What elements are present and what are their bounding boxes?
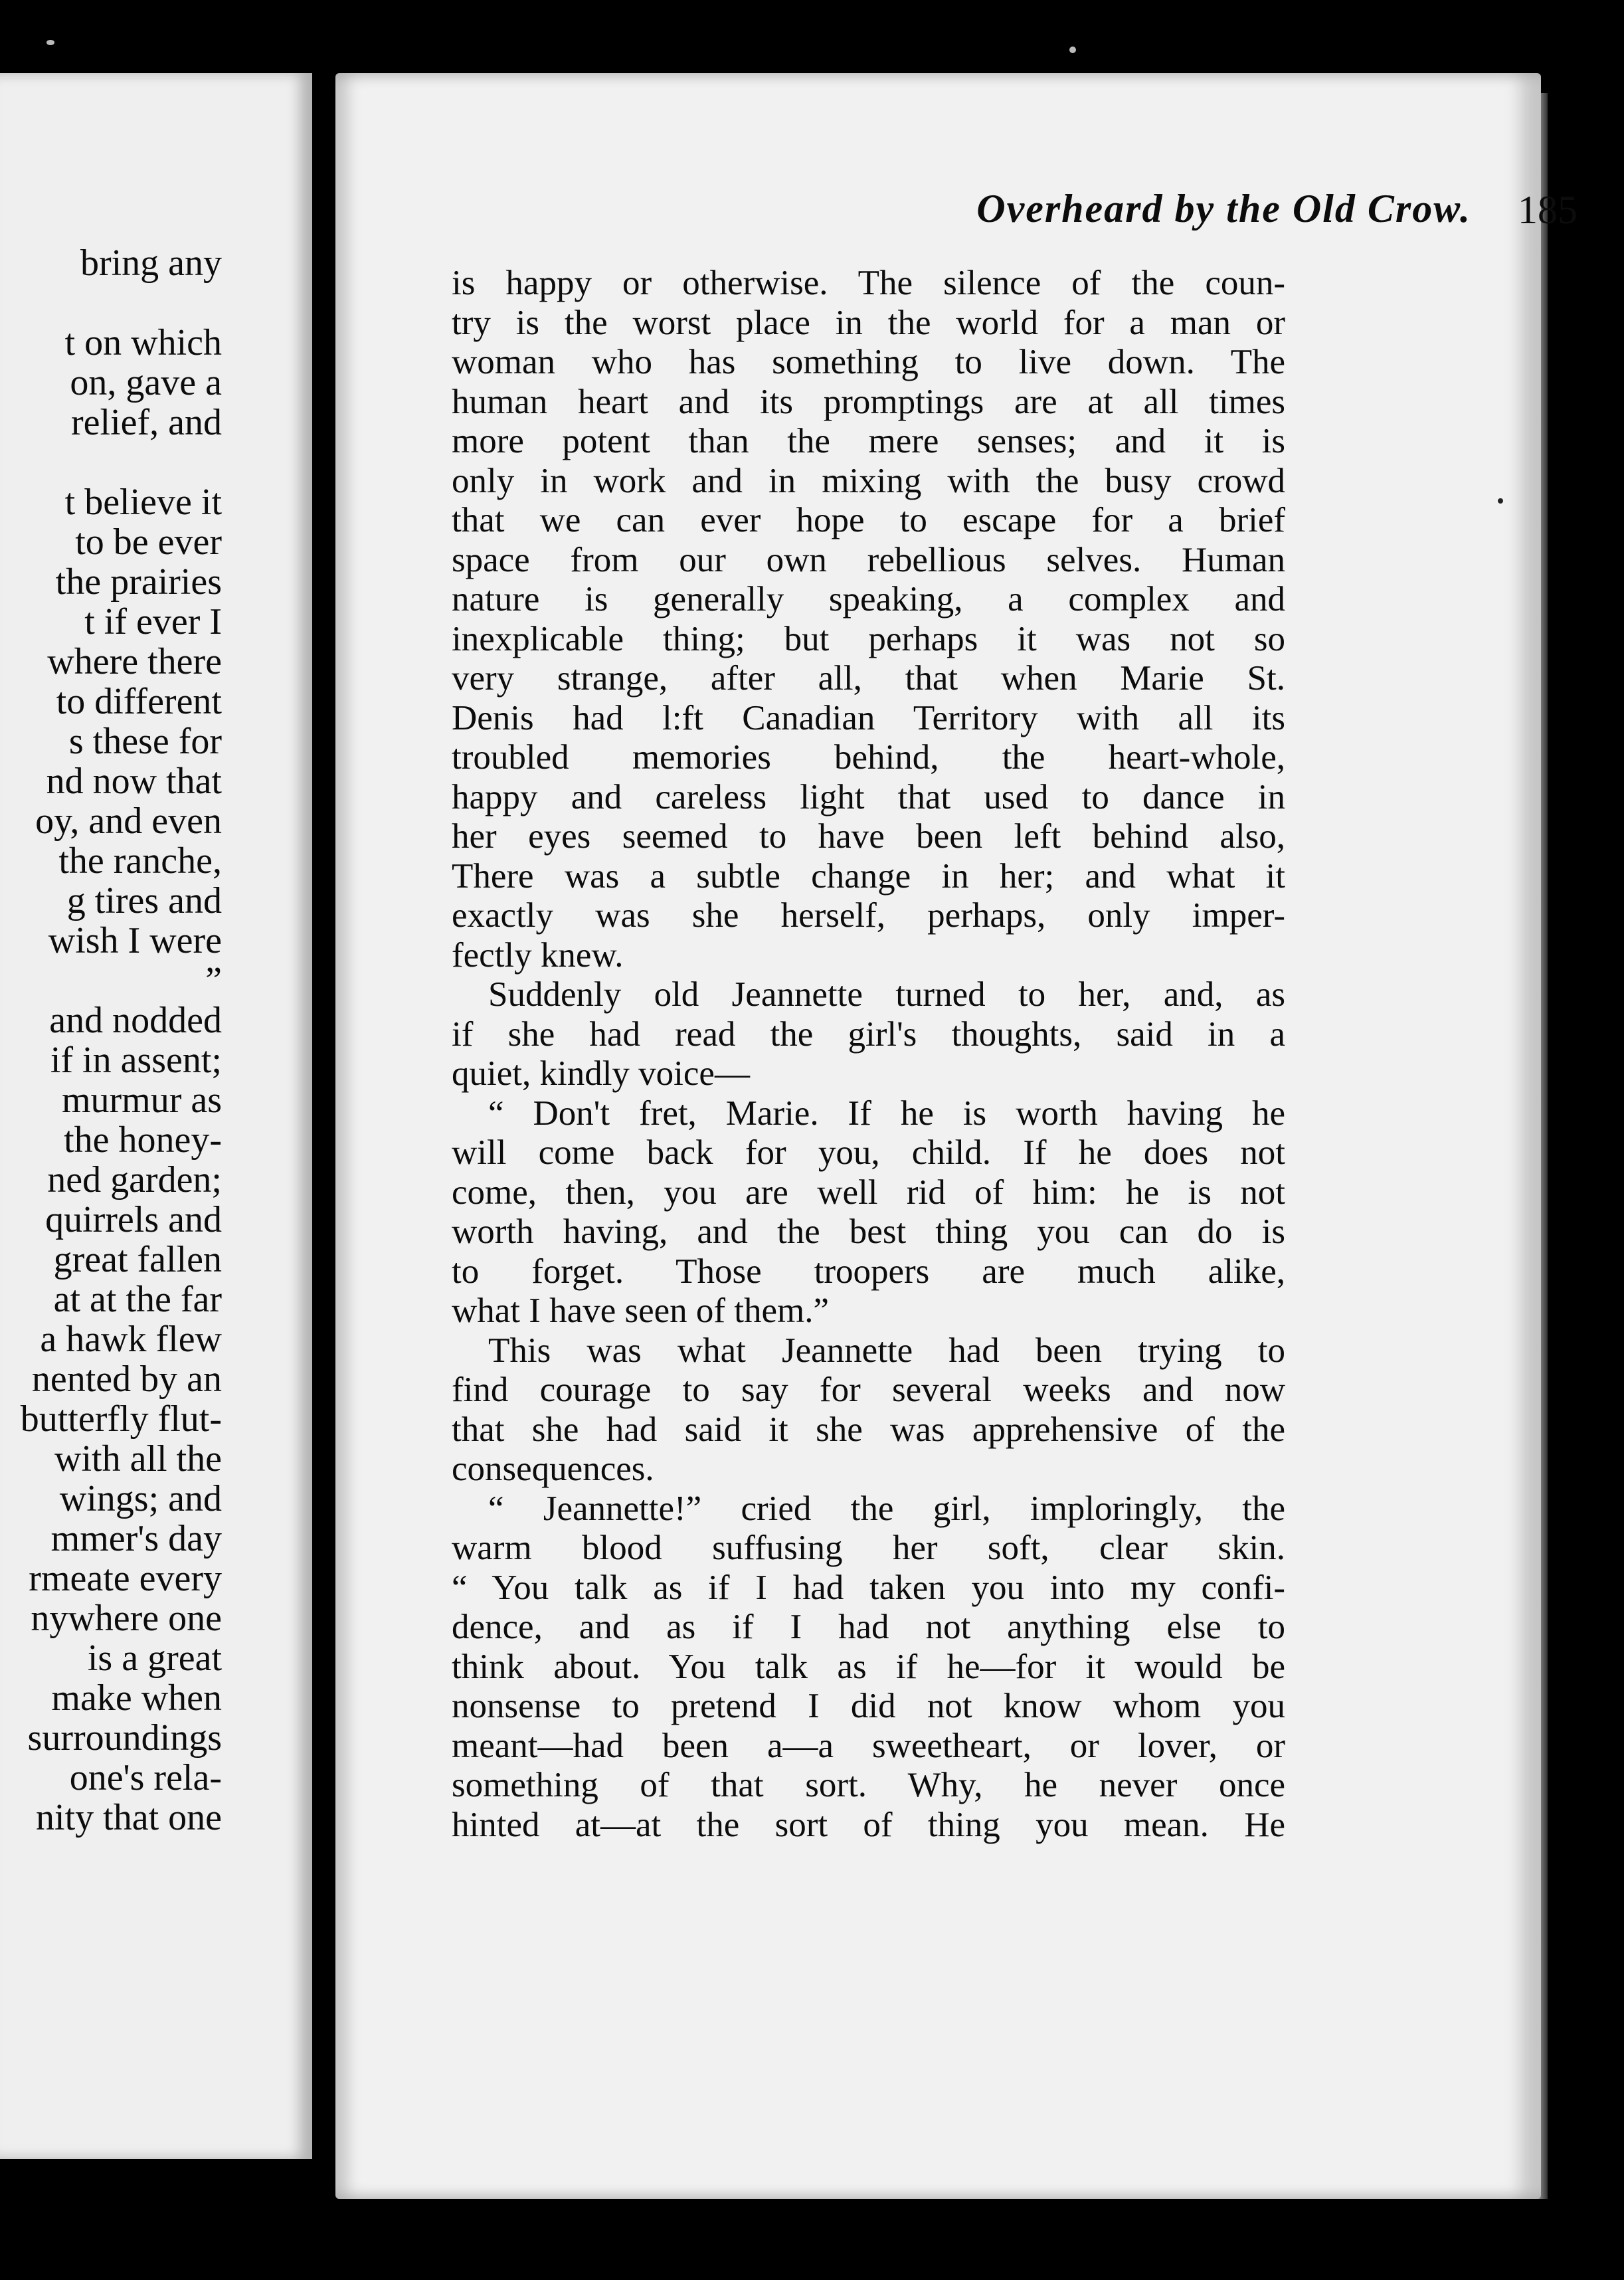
left-page-line: nented by an bbox=[31, 1359, 222, 1400]
left-page-line: rmeate every bbox=[29, 1558, 222, 1599]
text-line: Suddenly old Jeannette turned to her, and, as bbox=[488, 975, 1285, 1014]
text-line: troubled memories behind, the heart-whole, bbox=[452, 738, 1285, 777]
left-page-line: and nodded bbox=[49, 1000, 222, 1041]
left-page-line: where there bbox=[47, 641, 222, 682]
text-line: “ Jeannette!” cried the girl, imploringly, the bbox=[488, 1489, 1285, 1528]
text-line: “ Don't fret, Marie. If he is worth having he bbox=[488, 1093, 1285, 1133]
text-line: something of that sort. Why, he never once bbox=[452, 1766, 1285, 1804]
text-line: hinted at—at the sort of thing you mean. He bbox=[452, 1805, 1285, 1844]
text-line: human heart and its promptings are at all times bbox=[452, 382, 1285, 421]
text-line: warm blood suffusing her soft, clear skin. bbox=[452, 1529, 1285, 1567]
left-page-line: murmur as bbox=[61, 1080, 222, 1121]
text-line: woman who has something to live down. The bbox=[452, 343, 1285, 381]
left-page-line: ” bbox=[205, 960, 222, 1001]
left-page-line: nywhere one bbox=[31, 1598, 222, 1639]
scan-speck bbox=[1069, 47, 1076, 53]
text-line: nonsense to pretend I did not know whom you bbox=[452, 1687, 1285, 1725]
left-page-line: great fallen bbox=[53, 1239, 222, 1280]
left-page-line: to different bbox=[56, 681, 222, 722]
left-page-line: t believe it bbox=[64, 482, 222, 523]
text-line: inexplicable thing; but perhaps it was not so bbox=[452, 619, 1285, 658]
left-page-line: quirrels and bbox=[45, 1199, 222, 1240]
left-page-line: mmer's day bbox=[50, 1518, 222, 1559]
left-page-line: if in assent; bbox=[50, 1040, 222, 1081]
text-line: There was a subtle change in her; and what it bbox=[452, 856, 1285, 896]
left-page-line: nd now that bbox=[46, 761, 222, 802]
left-page-line: with all the bbox=[54, 1438, 222, 1479]
text-line: “ You talk as if I had taken you into my confi- bbox=[452, 1568, 1285, 1607]
left-page-line: ned garden; bbox=[47, 1159, 222, 1200]
body-text bbox=[452, 264, 1285, 1845]
left-page-text bbox=[0, 243, 222, 1838]
left-page-line: bring any bbox=[80, 242, 222, 284]
text-line: fectly knew. bbox=[452, 935, 624, 975]
text-line: what I have seen of them.” bbox=[452, 1291, 830, 1330]
left-page-line: on, gave a bbox=[70, 362, 222, 403]
left-page-line: one's rela- bbox=[69, 1757, 222, 1798]
text-line: space from our own rebellious selves. Human bbox=[452, 540, 1285, 579]
text-line: more potent than the mere senses; and it is bbox=[452, 422, 1285, 460]
text-line: will come back for you, child. If he does not bbox=[452, 1133, 1285, 1172]
scan-speck bbox=[46, 40, 54, 45]
text-line: think about. You talk as if he—for it would be bbox=[452, 1647, 1285, 1686]
running-title: Overheard by the Old Crow. bbox=[976, 187, 1471, 231]
left-page-line: a hawk flew bbox=[40, 1319, 222, 1360]
text-line: come, then, you are well rid of him: he is not bbox=[452, 1173, 1285, 1212]
left-page-line: nity that one bbox=[36, 1797, 222, 1838]
text-line: exactly was she herself, perhaps, only imper- bbox=[452, 896, 1285, 935]
text-line: find courage to say for several weeks and now bbox=[452, 1371, 1285, 1409]
left-page-line: g tires and bbox=[66, 880, 222, 921]
text-line: nature is generally speaking, a complex and bbox=[452, 580, 1285, 618]
text-line: happy and careless light that used to dance in bbox=[452, 777, 1285, 816]
left-page-line: the honey- bbox=[64, 1119, 222, 1161]
left-page-line: butterfly flut- bbox=[20, 1398, 222, 1440]
text-line: worth having, and the best thing you can do is bbox=[452, 1212, 1285, 1251]
left-page-line: oy, and even bbox=[35, 801, 222, 842]
text-line: consequences. bbox=[452, 1450, 654, 1488]
page-number: 185 bbox=[1518, 188, 1578, 232]
text-line: her eyes seemed to have been left behind also, bbox=[452, 817, 1285, 856]
text-line: dence, and as if I had not anything else to bbox=[452, 1608, 1285, 1646]
right-page bbox=[335, 73, 1578, 2199]
left-page-line: make when bbox=[51, 1677, 222, 1719]
left-page-line bbox=[0, 442, 222, 482]
left-page-line: t on which bbox=[64, 322, 222, 363]
text-line: Denis had l:ft Canadian Territory with all its bbox=[452, 698, 1285, 737]
text-line: that we can ever hope to escape for a brief bbox=[452, 501, 1285, 539]
left-page-line: the prairies bbox=[55, 561, 222, 603]
left-page-line bbox=[0, 283, 222, 323]
text-line: very strange, after all, that when Marie St. bbox=[452, 659, 1285, 698]
left-page-line: wish I were bbox=[48, 920, 222, 961]
running-head bbox=[588, 186, 1624, 239]
text-line: that she had said it she was apprehensive of the bbox=[452, 1410, 1285, 1449]
left-page-line: the ranche, bbox=[58, 840, 222, 882]
left-page-partial bbox=[0, 73, 312, 2159]
text-line: to forget. Those troopers are much alike, bbox=[452, 1252, 1285, 1291]
text-line: only in work and in mixing with the busy crowd bbox=[452, 461, 1285, 500]
left-page-line: relief, and bbox=[71, 402, 222, 443]
text-line: is happy or otherwise. The silence of the coun- bbox=[452, 264, 1285, 302]
left-page-line: t if ever I bbox=[84, 601, 222, 642]
text-line: try is the worst place in the world for a man or bbox=[452, 303, 1285, 342]
left-page-line: is a great bbox=[87, 1638, 222, 1679]
scan-speck bbox=[1498, 498, 1503, 504]
text-line: This was what Jeannette had been trying to bbox=[488, 1331, 1285, 1370]
text-line: meant—had been a—a sweetheart, or lover, or bbox=[452, 1726, 1285, 1765]
left-page-line: s these for bbox=[68, 721, 222, 762]
left-page-line: wings; and bbox=[59, 1478, 222, 1519]
left-page-line: surroundings bbox=[27, 1717, 222, 1758]
text-line: if she had read the girl's thoughts, said in a bbox=[452, 1014, 1285, 1054]
left-page-line: to be ever bbox=[75, 522, 222, 563]
text-line: quiet, kindly voice— bbox=[452, 1054, 750, 1093]
left-page-line: at at the far bbox=[53, 1279, 222, 1320]
